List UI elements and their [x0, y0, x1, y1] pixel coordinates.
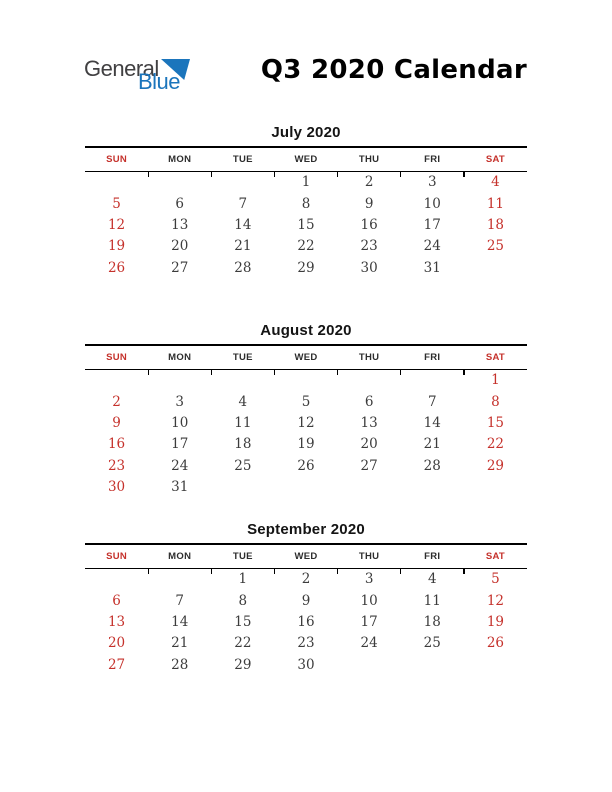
weekday-label-mon: MON — [168, 153, 192, 165]
date-cell-2: 2 — [301, 571, 311, 588]
date-cell-25: 25 — [486, 238, 504, 255]
date-cell-20: 20 — [107, 635, 126, 652]
date-cell-9: 9 — [112, 415, 121, 432]
column-divider-tick — [148, 569, 149, 574]
date-cell-14: 14 — [171, 614, 189, 631]
date-cell-19: 19 — [486, 614, 504, 631]
date-row — [85, 455, 527, 476]
general-blue-logo — [80, 58, 210, 98]
date-cell-12: 12 — [107, 217, 126, 234]
date-cell-9: 9 — [301, 592, 311, 609]
date-cell-14: 14 — [234, 217, 252, 234]
date-cell-5: 5 — [112, 195, 121, 212]
date-cell-26: 26 — [107, 259, 126, 276]
date-row — [85, 236, 527, 257]
date-cell-10: 10 — [423, 195, 441, 212]
weekday-label-sun: SUN — [106, 550, 128, 562]
date-cell-15: 15 — [297, 217, 315, 234]
weekday-label-fri: FRI — [424, 153, 441, 165]
date-cell-10: 10 — [171, 415, 189, 432]
column-divider-tick — [274, 172, 275, 177]
date-row — [85, 391, 527, 412]
date-cell-13: 13 — [171, 217, 189, 234]
column-divider-tick — [463, 172, 464, 177]
date-cell-18: 18 — [486, 217, 504, 234]
weekday-label-sat: SAT — [485, 550, 506, 562]
weekday-label-tue: TUE — [232, 550, 253, 562]
weekday-label-wed: WED — [294, 550, 318, 562]
date-cell-17: 17 — [423, 217, 441, 234]
column-divider-tick — [400, 569, 401, 574]
date-cell-22: 22 — [486, 436, 504, 453]
date-row — [85, 633, 527, 654]
date-cell-19: 19 — [107, 238, 126, 255]
date-cell-1: 1 — [491, 372, 500, 389]
weekday-label-sun: SUN — [106, 153, 128, 165]
date-cell-15: 15 — [234, 614, 252, 631]
date-row — [85, 611, 527, 632]
date-cell-1: 1 — [238, 571, 248, 588]
weekday-label-fri: FRI — [424, 351, 441, 363]
date-cell-6: 6 — [112, 592, 121, 609]
date-cell-31: 31 — [423, 259, 441, 276]
weekday-label-thu: THU — [358, 351, 380, 363]
date-cell-6: 6 — [175, 195, 184, 212]
weekday-label-thu: THU — [358, 153, 380, 165]
column-divider-tick — [211, 172, 212, 177]
weekday-label-tue: TUE — [232, 153, 253, 165]
month-title: July 2020 — [271, 124, 341, 141]
date-cell-21: 21 — [234, 238, 252, 255]
date-cell-30: 30 — [360, 259, 378, 276]
date-cell-23: 23 — [107, 457, 126, 474]
date-cell-7: 7 — [238, 195, 248, 212]
date-cell-12: 12 — [297, 415, 315, 432]
date-row — [85, 193, 527, 214]
column-divider-tick — [337, 172, 338, 177]
date-cell-21: 21 — [171, 635, 189, 652]
weekday-header-row — [85, 344, 527, 370]
date-cell-7: 7 — [175, 592, 184, 609]
date-cell-13: 13 — [360, 415, 378, 432]
date-cell-6: 6 — [364, 393, 374, 410]
date-cell-5: 5 — [491, 571, 500, 588]
column-divider-tick — [337, 569, 338, 574]
date-cell-25: 25 — [423, 635, 441, 652]
date-cell-19: 19 — [297, 436, 315, 453]
date-cell-28: 28 — [234, 259, 252, 276]
date-cell-14: 14 — [423, 415, 441, 432]
date-cell-2: 2 — [112, 393, 121, 410]
date-cell-3: 3 — [427, 174, 437, 191]
date-cell-21: 21 — [423, 436, 441, 453]
weekday-label-thu: THU — [358, 550, 380, 562]
date-grid — [85, 172, 527, 278]
weekday-label-wed: WED — [294, 351, 318, 363]
weekday-label-sat: SAT — [485, 153, 506, 165]
date-cell-17: 17 — [360, 614, 378, 631]
column-divider-tick — [211, 569, 212, 574]
date-row — [85, 569, 527, 590]
date-cell-7: 7 — [427, 393, 437, 410]
date-cell-20: 20 — [171, 238, 189, 255]
date-cell-3: 3 — [175, 393, 184, 410]
date-row — [85, 172, 527, 193]
date-cell-22: 22 — [234, 635, 252, 652]
date-cell-11: 11 — [486, 195, 504, 212]
column-divider-tick — [463, 370, 464, 375]
date-cell-5: 5 — [301, 393, 311, 410]
date-cell-31: 31 — [171, 478, 189, 495]
date-cell-11: 11 — [234, 415, 252, 432]
date-cell-10: 10 — [360, 592, 378, 609]
date-cell-27: 27 — [107, 656, 126, 673]
date-cell-17: 17 — [171, 436, 189, 453]
date-cell-23: 23 — [297, 635, 315, 652]
date-cell-30: 30 — [297, 656, 315, 673]
date-cell-26: 26 — [486, 635, 504, 652]
column-divider-tick — [337, 370, 338, 375]
weekday-label-mon: MON — [168, 550, 192, 562]
date-cell-24: 24 — [360, 635, 378, 652]
date-cell-8: 8 — [238, 592, 248, 609]
date-row — [85, 257, 527, 278]
month-calendar-august-2020 — [85, 322, 527, 498]
date-cell-16: 16 — [360, 217, 378, 234]
date-cell-9: 9 — [364, 195, 374, 212]
date-cell-16: 16 — [107, 436, 126, 453]
column-divider-tick — [211, 370, 212, 375]
date-cell-30: 30 — [107, 478, 126, 495]
month-calendar-september-2020 — [85, 521, 527, 675]
date-row — [85, 412, 527, 433]
date-row — [85, 590, 527, 611]
date-grid — [85, 569, 527, 675]
date-cell-22: 22 — [297, 238, 315, 255]
weekday-label-sat: SAT — [485, 351, 506, 363]
page-title: Q3 2020 Calendar — [260, 55, 527, 85]
column-divider-tick — [274, 370, 275, 375]
date-cell-24: 24 — [423, 238, 441, 255]
column-divider-tick — [274, 569, 275, 574]
column-divider-tick — [148, 370, 149, 375]
date-cell-8: 8 — [301, 195, 311, 212]
date-row — [85, 654, 527, 675]
date-cell-23: 23 — [360, 238, 378, 255]
month-title: August 2020 — [260, 322, 352, 339]
logo-text-blue: Blue — [138, 69, 181, 94]
date-cell-13: 13 — [107, 614, 126, 631]
date-cell-28: 28 — [171, 656, 189, 673]
date-cell-4: 4 — [491, 174, 500, 191]
date-cell-8: 8 — [491, 393, 500, 410]
weekday-label-wed: WED — [294, 153, 318, 165]
date-row — [85, 214, 527, 235]
date-cell-20: 20 — [360, 436, 378, 453]
weekday-label-mon: MON — [168, 351, 192, 363]
date-row — [85, 476, 527, 497]
date-cell-15: 15 — [486, 415, 504, 432]
date-cell-2: 2 — [364, 174, 374, 191]
date-cell-12: 12 — [486, 592, 504, 609]
date-cell-16: 16 — [297, 614, 315, 631]
date-cell-27: 27 — [171, 259, 189, 276]
weekday-label-tue: TUE — [232, 351, 253, 363]
date-cell-4: 4 — [238, 393, 248, 410]
date-cell-29: 29 — [297, 259, 315, 276]
date-cell-18: 18 — [234, 436, 252, 453]
date-cell-11: 11 — [423, 592, 441, 609]
date-cell-3: 3 — [364, 571, 374, 588]
month-calendar-july-2020 — [85, 124, 527, 278]
weekday-header-row — [85, 543, 527, 569]
weekday-label-sun: SUN — [106, 351, 128, 363]
date-cell-26: 26 — [297, 457, 315, 474]
date-cell-1: 1 — [301, 174, 311, 191]
date-cell-29: 29 — [234, 656, 252, 673]
date-cell-25: 25 — [234, 457, 252, 474]
column-divider-tick — [463, 569, 464, 574]
date-cell-24: 24 — [171, 457, 189, 474]
date-grid — [85, 370, 527, 498]
date-cell-4: 4 — [427, 571, 437, 588]
column-divider-tick — [148, 172, 149, 177]
weekday-header-row — [85, 146, 527, 172]
date-row — [85, 370, 527, 391]
date-cell-29: 29 — [486, 457, 504, 474]
weekday-label-fri: FRI — [424, 550, 441, 562]
date-cell-18: 18 — [423, 614, 441, 631]
date-cell-28: 28 — [423, 457, 441, 474]
column-divider-tick — [400, 370, 401, 375]
date-row — [85, 434, 527, 455]
date-cell-27: 27 — [360, 457, 378, 474]
month-title: September 2020 — [247, 521, 365, 538]
logo-text-general: General — [84, 56, 159, 81]
column-divider-tick — [400, 172, 401, 177]
